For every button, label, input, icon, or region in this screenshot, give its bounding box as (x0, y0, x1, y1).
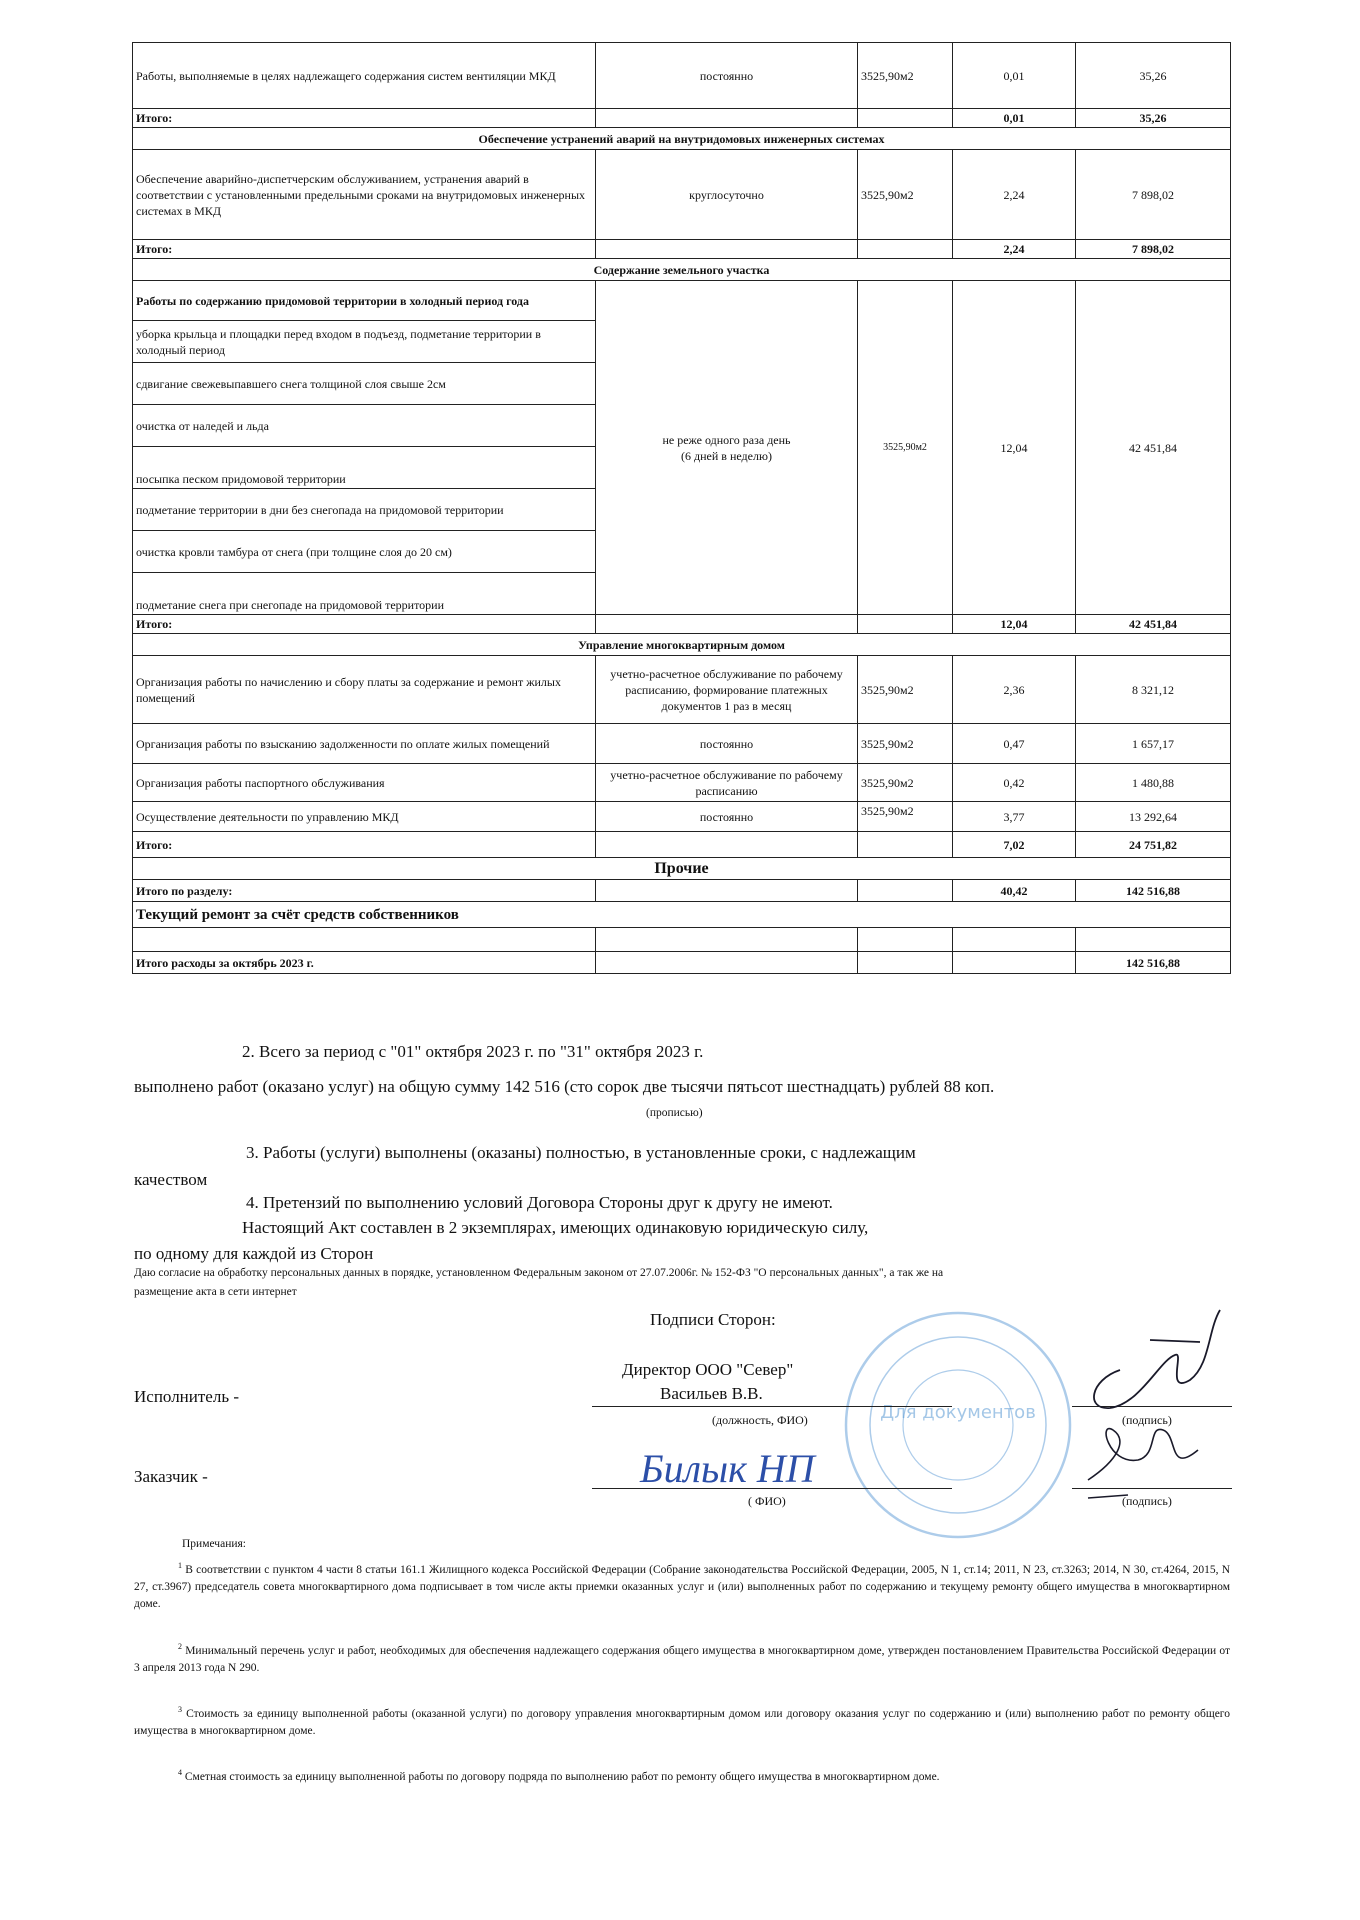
work-sum: 8 321,12 (1076, 656, 1231, 724)
customer-hint: ( ФИО) (748, 1494, 786, 1508)
land-item: уборка крыльца и площадки перед входом в подъезд, подметание территории в холодный период (133, 321, 596, 363)
total-rate: 0,01 (953, 109, 1076, 128)
total-row (133, 952, 1231, 974)
table-row (133, 656, 1231, 724)
work-sum: 1 480,88 (1076, 764, 1231, 802)
section-title: Управление многоквартирным домом (133, 634, 1231, 656)
work-area: 3525,90м2 (858, 802, 953, 832)
total-row (133, 615, 1231, 634)
work-sum: 7 898,02 (1076, 150, 1231, 240)
total-row (133, 832, 1231, 858)
work-sum: 13 292,64 (1076, 802, 1231, 832)
total-rate: 7,02 (953, 832, 1076, 858)
work-sum: 35,26 (1076, 43, 1231, 109)
land-sum: 42 451,84 (1076, 281, 1231, 615)
land-period (596, 281, 858, 615)
land-item: посыпка песком придомовой территории (133, 447, 596, 489)
note-2: $^2$ Минимальный перечень услуг и работ, необходимых для обеспечения надлежащего содержания общего имущества в многоквартирном доме, утвержден постановлением Правительства Российской Федерации от 3 апреля 2013 года N 290. (134, 1642, 1231, 1674)
table-row (133, 802, 1231, 832)
work-name: Организация работы паспортного обслуживания (133, 764, 596, 802)
executor-hint: (должность, ФИО) (712, 1413, 808, 1427)
note-3: $^3$ Стоимость за единицу выполненной работы (оказанной услуги) по договору управления многоквартирным домом или договору оказания услуг по содержанию и (или) выполнению работ по ремонту общего имущества в многоквартирном доме. (134, 1705, 1230, 1737)
land-period-line2: (6 дней в неделю) (681, 448, 772, 463)
notes-title: Примечания: (182, 1538, 246, 1550)
work-area: 3525,90м2 (858, 43, 953, 109)
executor-label: Исполнитель - (134, 1387, 239, 1406)
work-area: 3525,90м2 (858, 150, 953, 240)
work-area: 3525,90м2 (858, 764, 953, 802)
total-sum: 42 451,84 (1076, 615, 1231, 634)
executor-position: Директор ООО "Север" (622, 1360, 794, 1379)
section-title: Обеспечение устранений аварий на внутридомовых инженерных системах (133, 128, 1231, 150)
section-title: Прочие (133, 858, 1231, 880)
total-label: Итого: (133, 615, 596, 634)
note-4: $^4$ Сметная стоимость за единицу выполненной работы по договору подряда по выполнению работ по ремонту общего имущества в многоквартирном доме. (178, 1768, 940, 1783)
work-period: учетно-расчетное обслуживание по рабочему расписанию (596, 764, 858, 802)
work-rate: 3,77 (953, 802, 1076, 832)
work-name: Осуществление деятельности по управлению МКД (133, 802, 596, 832)
work-area: 3525,90м2 (858, 656, 953, 724)
claims-line: 4. Претензий по выполнению условий Договора Стороны друг к другу не имеют. (246, 1193, 833, 1212)
table-row (133, 281, 1231, 321)
land-period-line1: не реже одного раза день (662, 432, 791, 447)
table-row (133, 43, 1231, 109)
copies-line-cont: по одному для каждой из Сторон (134, 1244, 374, 1263)
total-sum: 35,26 (1076, 109, 1231, 128)
total-rate: 12,04 (953, 615, 1076, 634)
total-label: Итого: (133, 240, 596, 259)
work-rate: 0,42 (953, 764, 1076, 802)
executor-name-line (592, 1406, 952, 1407)
total-rate: 2,24 (953, 240, 1076, 259)
in-words-hint: (прописью) (646, 1107, 703, 1119)
work-area: 3525,90м2 (858, 724, 953, 764)
total-row (133, 109, 1231, 128)
customer-signature (1068, 1420, 1218, 1500)
total-sum: 24 751,82 (1076, 832, 1231, 858)
work-period: круглосуточно (596, 150, 858, 240)
customer-name-line (592, 1488, 952, 1489)
section-title: Содержание земельного участка (133, 259, 1231, 281)
total-label: Итого по разделу: (133, 880, 596, 902)
total-sum: 142 516,88 (1076, 880, 1231, 902)
work-name: Работы, выполняемые в целях надлежащего содержания систем вентиляции МКД (133, 43, 596, 109)
sum-line: выполнено работ (оказано услуг) на общую сумму 142 516 (сто сорок две тысячи пятьсот шестнадцать) рублей 88 коп. (134, 1077, 995, 1096)
work-name: Организация работы по взысканию задолженности по оплате жилых помещений (133, 724, 596, 764)
grand-total-sum: 142 516,88 (1076, 952, 1231, 974)
land-item: очистка от наледей и льда (133, 405, 596, 447)
work-period: постоянно (596, 802, 858, 832)
land-item: сдвигание свежевыпавшего снега толщиной слоя свыше 2см (133, 363, 596, 405)
period-line: 2. Всего за период с "01" октября 2023 г. по "31" октября 2023 г. (242, 1042, 704, 1061)
grand-total-label: Итого расходы за октябрь 2023 г. (133, 952, 596, 974)
company-stamp (840, 1300, 1080, 1550)
consent-line-cont: размещение акта в сети интернет (134, 1286, 297, 1298)
total-row (133, 880, 1231, 902)
executor-signature (1080, 1300, 1230, 1420)
executor-sign-hint: (подпись) (1122, 1413, 1172, 1427)
land-rate: 12,04 (953, 281, 1076, 615)
table-row (133, 150, 1231, 240)
work-rate: 0,47 (953, 724, 1076, 764)
land-item: подметание территории в дни без снегопада на придомовой территории (133, 489, 596, 531)
work-rate: 0,01 (953, 43, 1076, 109)
work-period: постоянно (596, 43, 858, 109)
work-rate: 2,24 (953, 150, 1076, 240)
work-name: Обеспечение аварийно-диспетчерским обслуживанием, устранения аварий в соответствии с установленными предельными сроками на внутридомовых инженерных системах в МКД (133, 150, 596, 240)
customer-label: Заказчик - (134, 1467, 208, 1486)
total-row (133, 240, 1231, 259)
land-area: 3525,90м2 (858, 281, 953, 615)
table-row (133, 724, 1231, 764)
work-rate: 2,36 (953, 656, 1076, 724)
copies-line: Настоящий Акт составлен в 2 экземплярах, имеющих одинаковую юридическую силу, (242, 1218, 869, 1237)
land-item: очистка кровли тамбура от снега (при толщине слоя до 20 см) (133, 531, 596, 573)
work-period: постоянно (596, 724, 858, 764)
executor-name: Васильев В.В. (660, 1384, 763, 1403)
total-label: Итого: (133, 109, 596, 128)
table-row (133, 928, 1231, 952)
signatures-title: Подписи Сторон: (650, 1310, 776, 1329)
total-rate: 40,42 (953, 880, 1076, 902)
note-1: $^1$ В соответствии с пунктом 4 части 8 статьи 161.1 Жилищного кодекса Российской Федерации (Собрание законодательства Российской Федерации, 2005, N 1, ст.14; 2011, N 23, ст.3263; 2014, N 30, ст.4264, 2015, N 27, ст.3967) председатель совета многоквартирного дома подписывает в том числе акты приемки оказанных услуг и (или) выполненных работ по содержанию и текущему ремонту общего имущества в многоквартирном доме. (134, 1561, 1231, 1610)
customer-handwritten-name: Билык НП (640, 1446, 815, 1491)
land-item: подметание снега при снегопаде на придомовой территории (133, 573, 596, 615)
repair-title: Текущий ремонт за счёт средств собственников (133, 902, 1231, 928)
act-table (132, 42, 1231, 974)
land-header: Работы по содержанию придомовой территории в холодный период года (133, 281, 596, 321)
customer-sign-hint: (подпись) (1122, 1494, 1172, 1508)
consent-line: Даю согласие на обработку персональных данных в порядке, установленном Федеральным законом от 27.07.2006г. № 152-ФЗ "О персональных данных", а так же на (134, 1267, 944, 1279)
work-sum: 1 657,17 (1076, 724, 1231, 764)
table-row (133, 764, 1231, 802)
total-label: Итого: (133, 832, 596, 858)
total-sum: 7 898,02 (1076, 240, 1231, 259)
quality-line: 3. Работы (услуги) выполнены (оказаны) полностью, в установленные сроки, с надлежащим (246, 1143, 916, 1162)
quality-line-cont: качеством (134, 1170, 208, 1189)
work-period: учетно-расчетное обслуживание по рабочему расписанию, формирование платежных документов 1 раз в месяц (596, 656, 858, 724)
stamp-text: Для документов (880, 1402, 1036, 1423)
work-name: Организация работы по начислению и сбору платы за содержание и ремонт жилых помещений (133, 656, 596, 724)
